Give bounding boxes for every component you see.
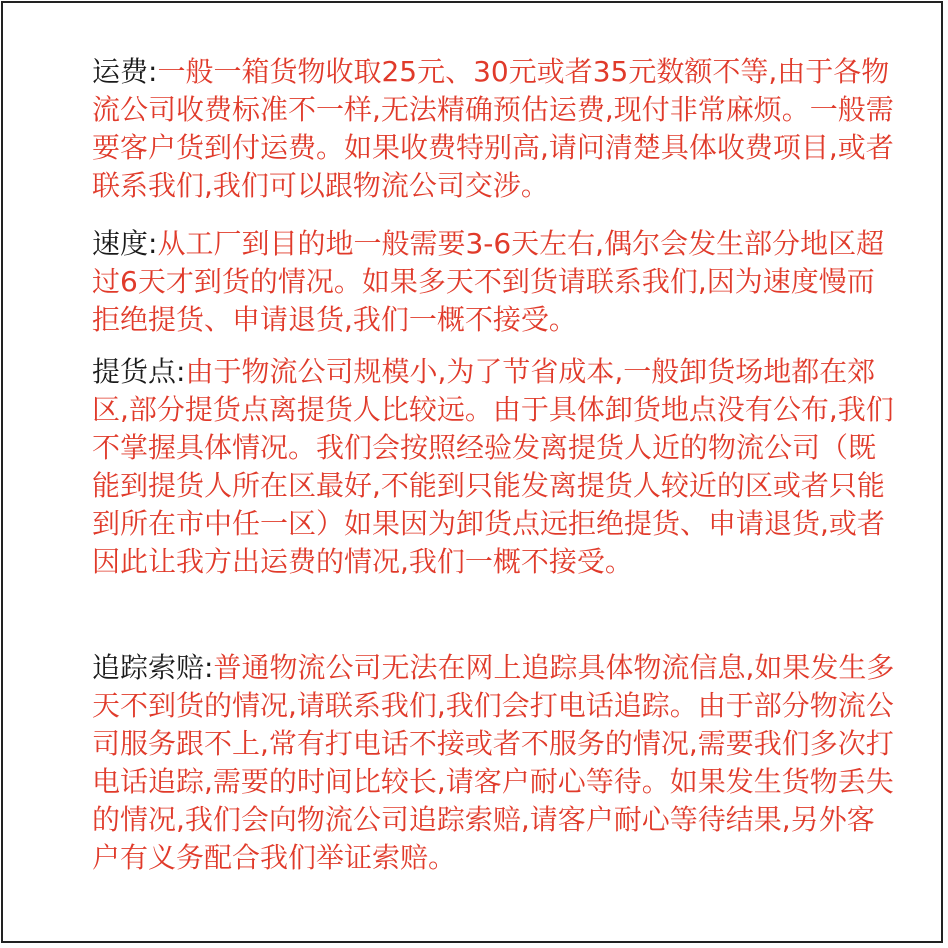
section-label: 提货点: (92, 355, 186, 388)
section-label: 追踪索赔: (92, 651, 214, 684)
section-label: 速度: (92, 227, 158, 260)
section-shipping-fee (92, 53, 902, 205)
section-tracking-claims (92, 649, 902, 877)
section-text: 一般一箱货物收取25元、30元或者35元数额不等,由于各物流公司收费标准不一样,无法精确预估运费,现付非常麻烦。一般需要客户货到付运费。如果收费特别高,请问清楚具体收费项目,或者联系我们,我们可以跟物流公司交涉。 (92, 55, 894, 202)
section-speed (92, 225, 902, 339)
section-label: 运费: (92, 55, 158, 88)
section-pickup-point (92, 353, 902, 581)
page-frame (1, 1, 943, 943)
section-text: 普通物流公司无法在网上追踪具体物流信息,如果发生多天不到货的情况,请联系我们,我们会打电话追踪。由于部分物流公司服务跟不上,常有打电话不接或者不服务的情况,需要我们多次打电话追踪,需要的时间比较长,请客户耐心等待。如果发生货物丢失的情况,我们会向物流公司追踪索赔,请客户耐心等待结果,另外客户有义务配合我们举证索赔。 (92, 651, 895, 874)
section-text: 由于物流公司规模小,为了节省成本,一般卸货场地都在郊区,部分提货点离提货人比较远。由于具体卸货地点没有公布,我们不掌握具体情况。我们会按照经验发离提货人近的物流公司（既能到提货人所在区最好,不能到只能发离提货人较近的区或者只能到所在市中任一区）如果因为卸货点远拒绝提货、申请退货,或者因此让我方出运费的情况,我们一概不接受。 (92, 355, 894, 578)
section-text: 从工厂到目的地一般需要3-6天左右,偶尔会发生部分地区超过6天才到货的情况。如果多天不到货请联系我们,因为速度慢而拒绝提货、申请退货,我们一概不接受。 (92, 227, 885, 336)
